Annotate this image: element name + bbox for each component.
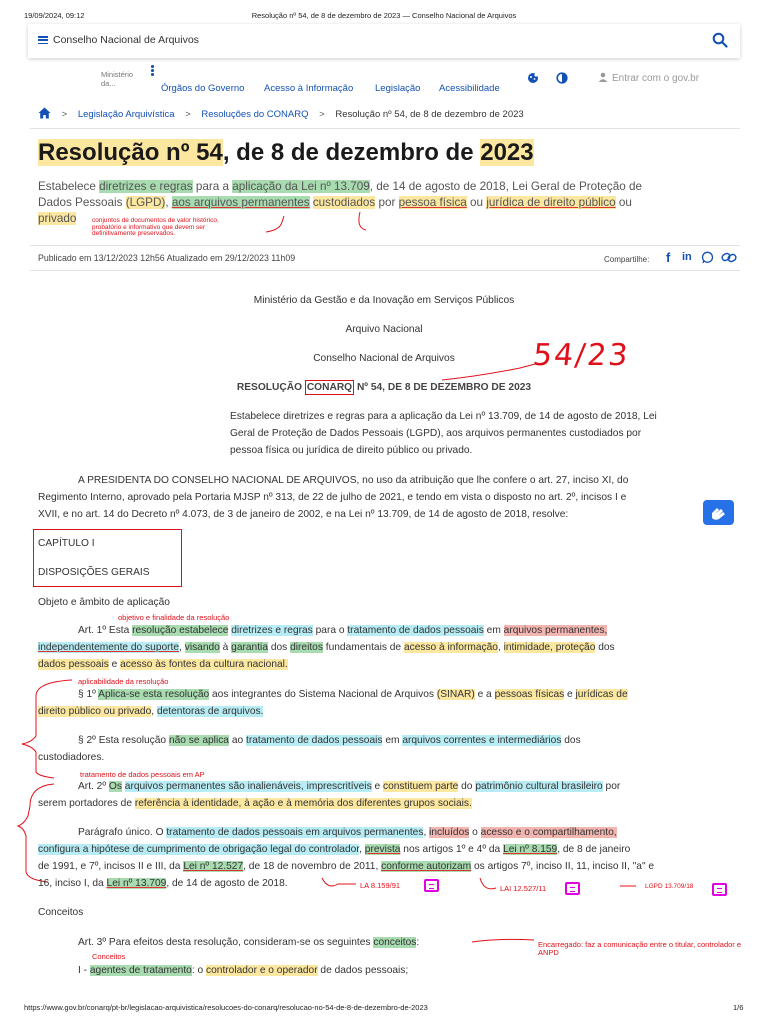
print-page-number: 1/6 — [733, 1003, 744, 1012]
divider — [30, 128, 740, 129]
print-url: https://www.gov.br/conarq/pt-br/legislacao-arquivistica/resolucoes-do-conarq/resolucao-no-54-de-8-de-dezembro-de-2023 — [24, 1003, 428, 1012]
chapter-title: DISPOSIÇÕES GERAIS — [38, 567, 150, 578]
doc-archive: Arquivo Nacional — [345, 324, 423, 335]
chapter: CAPÍTULO I — [38, 538, 95, 549]
contrast-icon[interactable] — [556, 72, 568, 84]
summary: Estabelece diretrizes e regras para a aplicação da Lei nº 13.709, de 14 de agosto de 2018, Lei Geral de Proteção de Dados Pessoais (LGPD), aos arquivos permanentes custodiados por pessoa física ou jurídica de direito público ou privado — [38, 180, 643, 225]
nav-acesso-informacao[interactable]: Acesso à Informação — [264, 83, 354, 94]
divider — [30, 245, 740, 246]
art-2: Art. 2º Os arquivos permanentes são inalienáveis, imprescritíveis e constituem parte do patrimônio cultural brasileiro por serem portadores de referência à identidade, à ação e à memória dos diferentes grupos sociais. — [38, 781, 621, 809]
note-conceitos: Conceitos — [92, 952, 126, 961]
summary-note: conjuntos de documentos de valor histórico, probatório e informativo que devem ser definitivamente preservados. — [92, 217, 219, 237]
site-header-bar — [28, 24, 740, 58]
nav-orgaos-governo[interactable]: Órgãos do Governo — [161, 83, 245, 94]
comment-icon[interactable] — [712, 883, 727, 896]
ementa: Estabelece diretrizes e regras para a aplicação da Lei nº 13.709, de 14 de agosto de 2018, Lei Geral de Proteção de Dados Pessoais (LGPD), aos arquivos permanentes custodiados por pessoa física ou jurídica de direito público ou privado. — [230, 411, 657, 456]
linkedin-icon[interactable]: in — [682, 251, 692, 263]
section-conceitos: Conceitos — [38, 907, 84, 918]
breadcrumb-legislacao[interactable]: Legislação Arquivística — [77, 109, 175, 120]
note-lai: LAI 12.527/11 — [500, 884, 547, 893]
published-date: Publicado em 13/12/2023 12h56 Atualizado em 29/12/2023 11h09 — [38, 253, 296, 263]
doc-ministry: Ministério da Gestão e da Inovação em Serviços Públicos — [253, 295, 515, 306]
note-tratamento: tratamento de dados pessoais em AP — [80, 770, 205, 779]
cookie-icon[interactable] — [527, 72, 539, 84]
search-icon[interactable] — [712, 32, 728, 48]
note-aplicabilidade: aplicabilidade da resolução — [78, 677, 169, 686]
preamble: A PRESIDENTA DO CONSELHO NACIONAL DE ARQUIVOS, no uso da atribuição que lhe confere o art. 27, inciso XI, do Regimento Interno, aprovado pela Portaria MJSP nº 313, de 22 de julho de 2021, e tendo em vista o disposto no art. 2º, incisos I e XVII, e no art. 14 do Decreto nº 4.073, de 3 de janeiro de 2002, e na Lei nº 13.709, de 14 de agosto de 2018, resolve: — [38, 475, 629, 520]
paragraph-2: § 2º Esta resolução não se aplica ao tratamento de dados pessoais em arquivos correntes e intermediários dos custodiadores. — [38, 735, 581, 763]
menu-icon[interactable] — [38, 36, 48, 44]
doc-council: Conselho Nacional de Arquivos — [313, 353, 455, 364]
section-objeto: Objeto e âmbito de aplicação — [38, 597, 170, 608]
note-objetivo: objetivo e finalidade da resolução — [118, 613, 230, 622]
more-options-icon[interactable] — [151, 65, 154, 76]
comment-icon[interactable] — [565, 882, 580, 895]
nav-legislacao[interactable]: Legislação — [375, 83, 421, 94]
share-label: Compartilhe: — [604, 255, 650, 264]
vlibras-accessibility-button[interactable] — [703, 500, 734, 525]
note-la: LA 8.159/91 — [360, 881, 401, 890]
nav-acessibilidade[interactable]: Acessibilidade — [439, 83, 500, 94]
breadcrumb-current: Resolução nº 54, de 8 de dezembro de 2023 — [335, 109, 524, 120]
user-icon — [598, 72, 608, 82]
home-icon[interactable] — [38, 107, 51, 119]
whatsapp-icon[interactable] — [701, 251, 714, 264]
divider — [30, 270, 740, 271]
page-title: Resolução nº 54, de 8 de dezembro de 2023 — [38, 139, 534, 166]
ministry-label[interactable]: Ministério da... — [101, 70, 134, 88]
breadcrumb: > Legislação Arquivística > Resoluções do CONARQ > Resolução nº 54, de 8 de dezembro de 2023 — [38, 107, 524, 120]
comment-icon[interactable] — [424, 879, 439, 892]
art-3: Art. 3º Para efeitos desta resolução, consideram-se os seguintes conceitos: — [78, 937, 420, 948]
handwritten-arrows — [260, 208, 380, 238]
handwritten-arrow — [470, 936, 540, 946]
note-encarregado: Encarregado: faz a comunicação entre o titular, controlador e ANPD — [538, 940, 742, 957]
art-1: Art. 1º Esta resolução estabelece diretrizes e regras para o tratamento de dados pessoais em arquivos permanentes, independentemente do suporte, visando à garantia dos direitos fundamentais de acesso à informação, intimidade, proteção dos dados pessoais e acesso às fontes da cultura nacional. — [38, 625, 615, 670]
handwritten-arrows-laws — [320, 860, 740, 900]
handwritten-number: 54/23 — [531, 338, 632, 373]
paragraph-1: § 1º Aplica-se esta resolução aos integrantes do Sistema Nacional de Arquivos (SINAR) e a pessoas físicas e jurídicas de direito público ou privado, detentoras de arquivos. — [38, 689, 628, 717]
note-lgpd: LGPD 13.709/18 — [645, 883, 694, 890]
print-title: Resolução nº 54, de 8 de dezembro de 2023 — Conselho Nacional de Arquivos — [251, 11, 517, 20]
site-name[interactable]: Conselho Nacional de Arquivos — [53, 34, 199, 46]
hands-icon — [703, 500, 734, 525]
item-1: I - agentes de tratamento: o controlador e o operador de dados pessoais; — [78, 965, 409, 976]
paragraph-unico: Parágrafo único. O tratamento de dados pessoais em arquivos permanentes, incluídos o acesso e o compartilhamento, configura a hipótese de cumprimento de obrigação legal do controlador, prevista nos artigos 1º e 4º da Lei nº 8.159, de 8 de janeiro de 1991, e 7º, incisos II e III, da Lei nº 12.527, de 18 de novembro de 2011, conforme autorizam os artigos 7º, inciso II, 11, inciso II, "a" e 16, inciso I, da Lei nº 13.709, de 14 de agosto de 2018. — [38, 827, 655, 889]
link-icon[interactable] — [721, 251, 737, 264]
login-button[interactable]: Entrar com o gov.br — [598, 72, 699, 84]
resolution-heading: RESOLUÇÃO CONARQ Nº 54, DE 8 DE DEZEMBRO DE 2023 — [236, 382, 532, 393]
facebook-icon[interactable]: f — [666, 250, 671, 265]
breadcrumb-resolucoes[interactable]: Resoluções do CONARQ — [201, 109, 309, 120]
print-datetime: 19/09/2024, 09:12 — [24, 11, 85, 20]
